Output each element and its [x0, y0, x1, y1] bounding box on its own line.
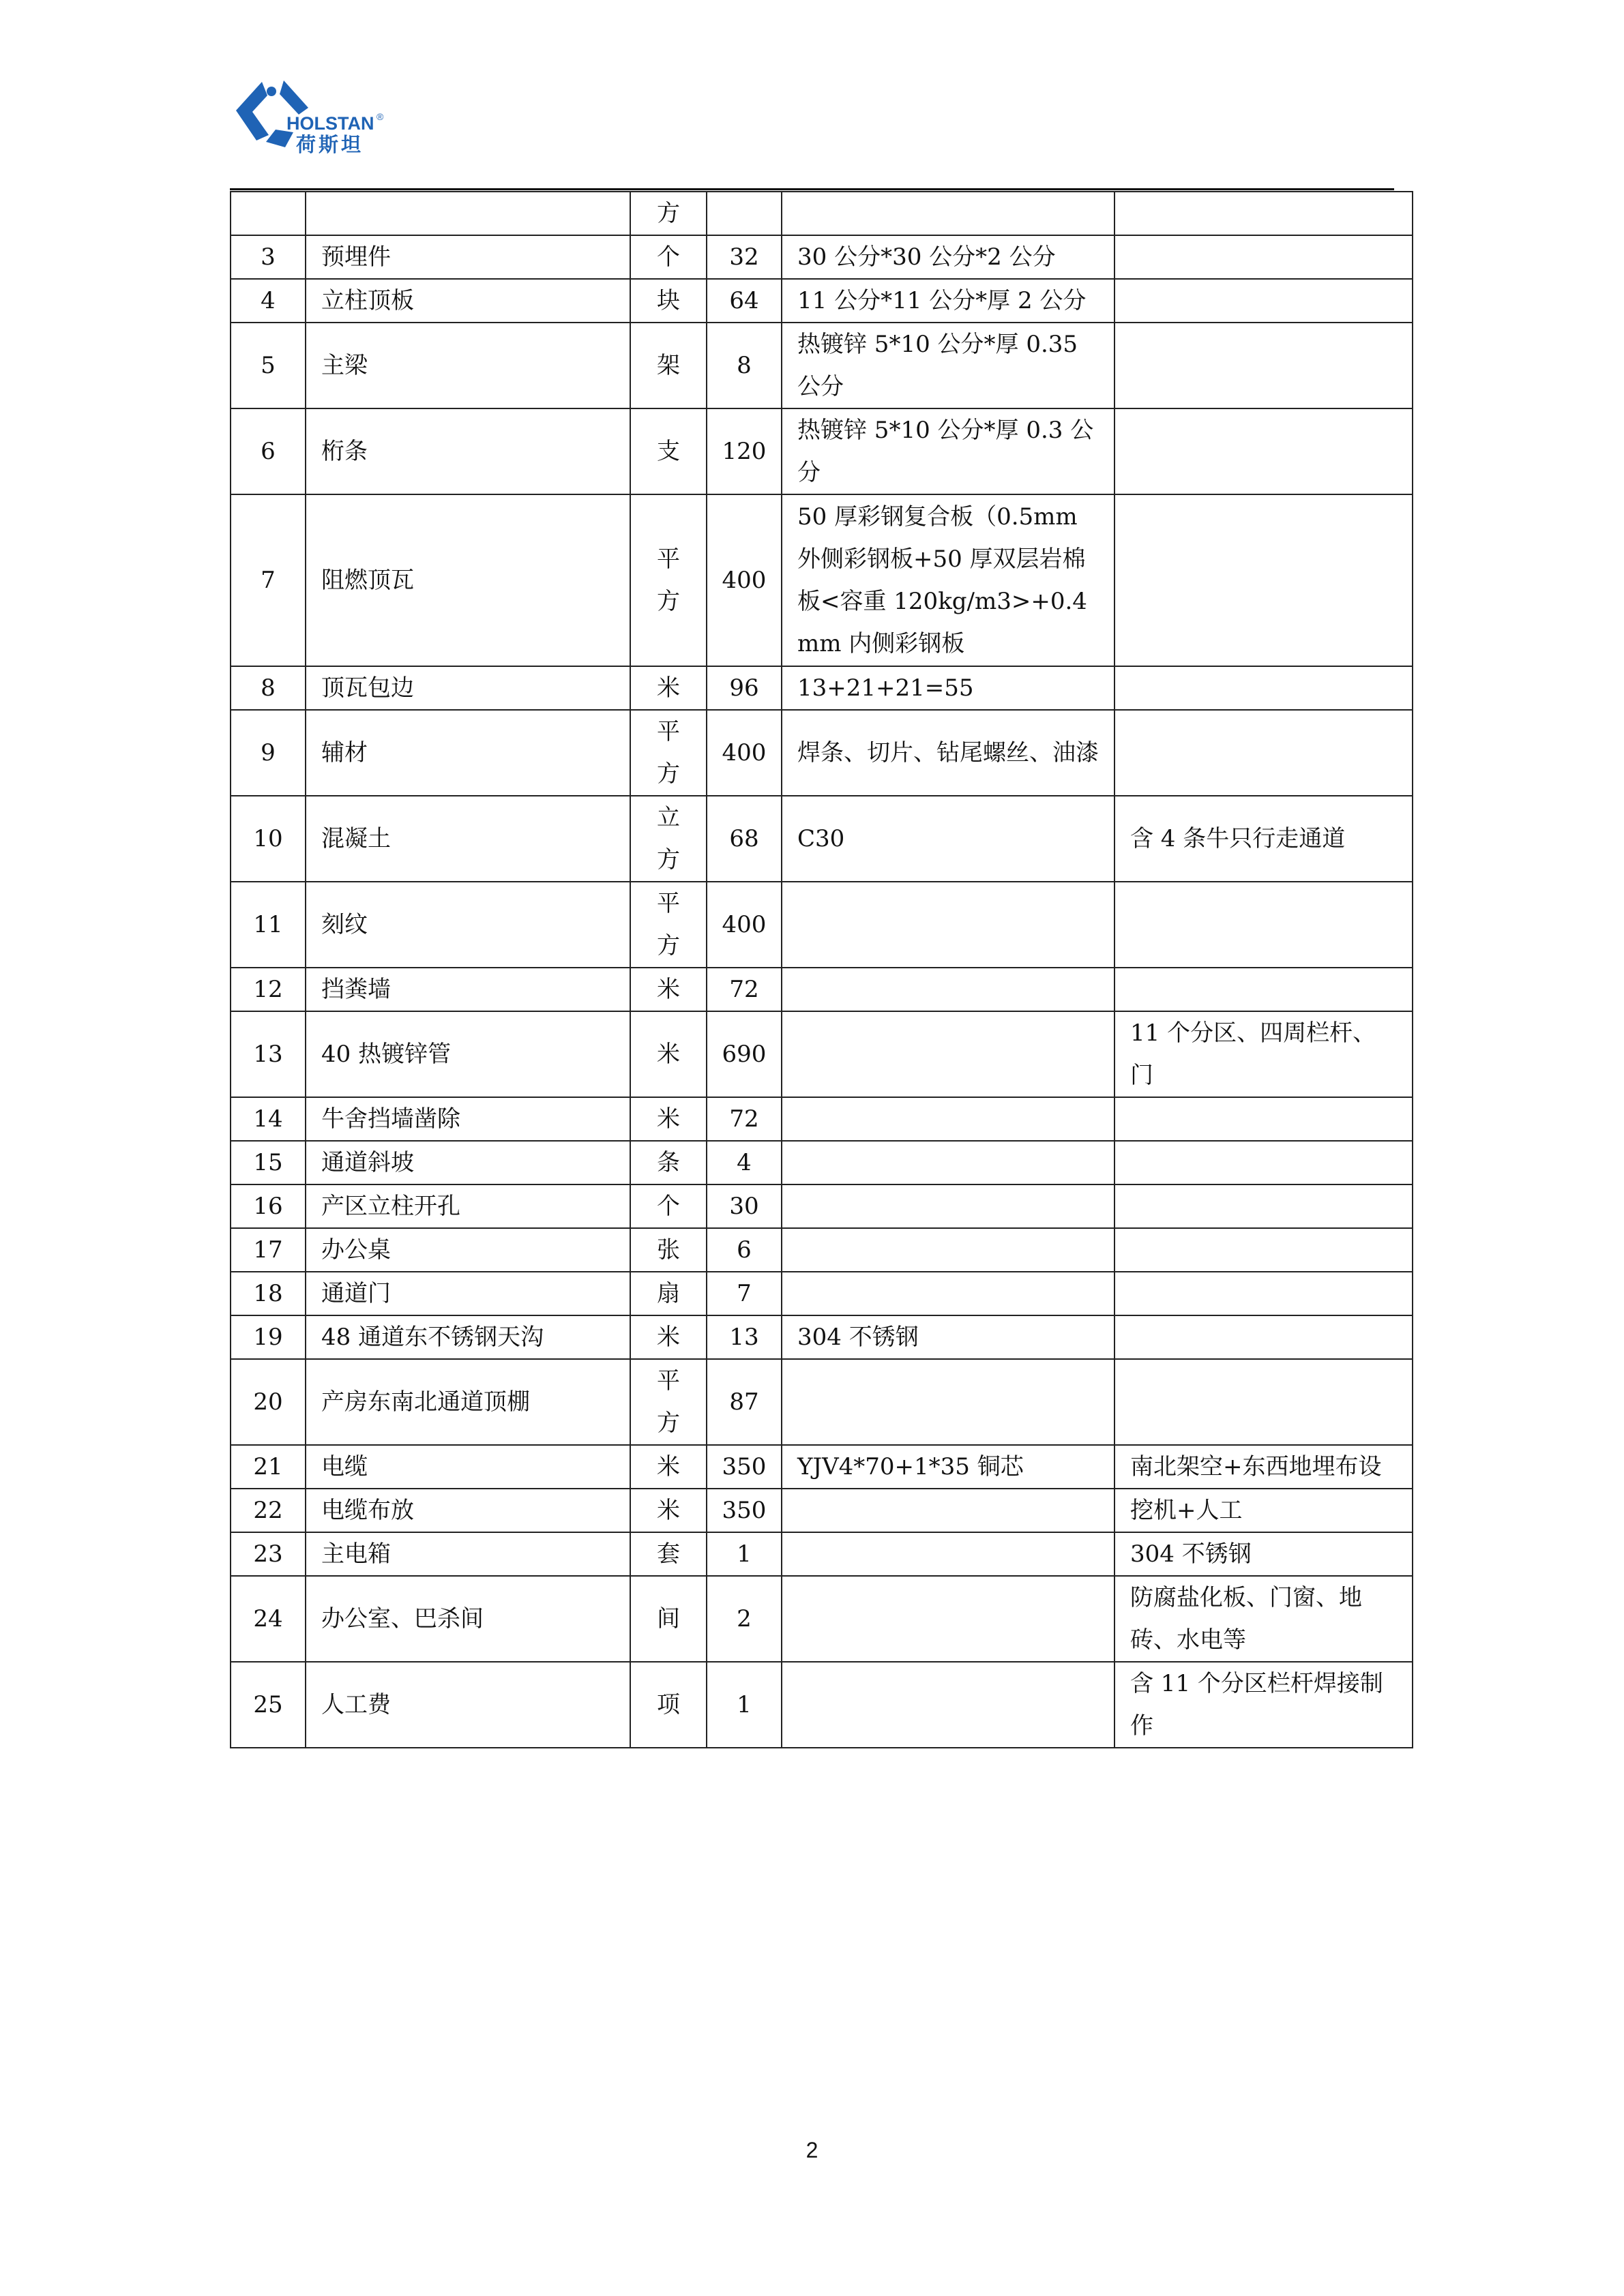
cell-note	[1114, 710, 1413, 796]
cell-name: 48 通道东不锈钢天沟	[306, 1315, 630, 1359]
table-row	[231, 192, 1413, 235]
cell-no: 5	[231, 323, 306, 408]
cell-no: 12	[231, 968, 306, 1011]
cell-note: 南北架空+东西地埋布设	[1114, 1445, 1413, 1489]
cell-note: 挖机+人工	[1114, 1489, 1413, 1532]
cell-no: 14	[231, 1097, 306, 1141]
cell-spec: 热镀锌 5*10 公分*厚 0.35 公分	[782, 323, 1114, 408]
cell-name: 顶瓦包边	[306, 666, 630, 710]
table-row	[231, 1141, 1413, 1184]
table-row	[231, 882, 1413, 968]
cell-spec	[782, 1576, 1114, 1662]
cell-note	[1114, 1184, 1413, 1228]
cell-quantity: 72	[707, 1097, 782, 1141]
cell-name: 办公桌	[306, 1228, 630, 1272]
cell-spec	[782, 192, 1114, 235]
cell-unit: 米	[630, 968, 707, 1011]
cell-quantity: 30	[707, 1184, 782, 1228]
cell-note	[1114, 235, 1413, 279]
cell-spec	[782, 1097, 1114, 1141]
unit-char: 平	[657, 718, 680, 745]
cell-spec	[782, 1141, 1114, 1184]
cell-spec: 13+21+21=55	[782, 666, 1114, 710]
unit-char: 立	[657, 804, 680, 831]
cell-unit	[630, 796, 707, 882]
holstan-logo-icon	[232, 74, 389, 162]
cell-name: 办公室、巴杀间	[306, 1576, 630, 1662]
cell-quantity: 120	[707, 408, 782, 494]
cell-no: 16	[231, 1184, 306, 1228]
cell-quantity	[707, 192, 782, 235]
cell-unit: 条	[630, 1141, 707, 1184]
unit-char: 方	[657, 1410, 680, 1437]
cell-spec: 焊条、切片、钻尾螺丝、油漆	[782, 710, 1114, 796]
cell-no: 25	[231, 1662, 306, 1748]
cell-note: 防腐盐化板、门窗、地砖、水电等	[1114, 1576, 1413, 1662]
cell-quantity: 4	[707, 1141, 782, 1184]
cell-spec: 304 不锈钢	[782, 1315, 1114, 1359]
cell-name: 通道斜坡	[306, 1141, 630, 1184]
cell-name: 挡粪墙	[306, 968, 630, 1011]
cell-no: 10	[231, 796, 306, 882]
cell-spec: 50 厚彩钢复合板（0.5mm 外侧彩钢板+50 厚双层岩棉板<容重 120kg/m3>+0.4mm 内侧彩钢板	[782, 494, 1114, 666]
page-number: 2	[806, 2138, 818, 2162]
cell-name	[306, 192, 630, 235]
cell-quantity: 350	[707, 1445, 782, 1489]
cell-unit: 米	[630, 1445, 707, 1489]
cell-spec	[782, 1011, 1114, 1097]
cell-name: 电缆	[306, 1445, 630, 1489]
table-row	[231, 494, 1413, 666]
table-row	[231, 1576, 1413, 1662]
cell-quantity: 7	[707, 1272, 782, 1315]
cell-spec	[782, 1272, 1114, 1315]
table-row	[231, 666, 1413, 710]
table-row	[231, 1662, 1413, 1748]
cell-unit: 块	[630, 279, 707, 323]
cell-name: 产区立柱开孔	[306, 1184, 630, 1228]
cell-quantity: 6	[707, 1228, 782, 1272]
unit-char: 平	[657, 1367, 680, 1395]
cell-quantity: 1	[707, 1532, 782, 1576]
cell-no: 4	[231, 279, 306, 323]
table-row	[231, 1272, 1413, 1315]
cell-quantity: 96	[707, 666, 782, 710]
cell-spec	[782, 968, 1114, 1011]
cell-no: 23	[231, 1532, 306, 1576]
cell-note	[1114, 968, 1413, 1011]
cell-no: 18	[231, 1272, 306, 1315]
cell-spec	[782, 882, 1114, 968]
cell-name: 立柱顶板	[306, 279, 630, 323]
cell-note	[1114, 882, 1413, 968]
cell-no: 17	[231, 1228, 306, 1272]
cell-no: 8	[231, 666, 306, 710]
cell-note	[1114, 1272, 1413, 1315]
cell-unit: 米	[630, 666, 707, 710]
cell-unit: 个	[630, 1184, 707, 1228]
cell-no: 11	[231, 882, 306, 968]
cell-unit	[630, 494, 707, 666]
cell-quantity: 87	[707, 1359, 782, 1445]
table-row	[231, 1489, 1413, 1532]
cell-name: 主电箱	[306, 1532, 630, 1576]
cell-unit: 方	[630, 192, 707, 235]
cell-quantity: 64	[707, 279, 782, 323]
unit-char: 方	[657, 760, 680, 788]
cell-quantity: 1	[707, 1662, 782, 1748]
table-row	[231, 1097, 1413, 1141]
cell-quantity: 2	[707, 1576, 782, 1662]
header-divider	[230, 188, 1394, 190]
cell-name: 预埋件	[306, 235, 630, 279]
cell-spec: YJV4*70+1*35 铜芯	[782, 1445, 1114, 1489]
cell-note	[1114, 1359, 1413, 1445]
cell-no: 20	[231, 1359, 306, 1445]
cell-note: 11 个分区、四周栏杆、门	[1114, 1011, 1413, 1097]
cell-quantity: 690	[707, 1011, 782, 1097]
cell-unit	[630, 882, 707, 968]
table-row	[231, 1445, 1413, 1489]
table-row	[231, 710, 1413, 796]
cell-spec: 热镀锌 5*10 公分*厚 0.3 公分	[782, 408, 1114, 494]
cell-spec	[782, 1184, 1114, 1228]
table-row	[231, 1228, 1413, 1272]
table-row	[231, 796, 1413, 882]
cell-spec: 30 公分*30 公分*2 公分	[782, 235, 1114, 279]
unit-char: 平	[657, 546, 680, 573]
unit-char: 方	[657, 588, 680, 615]
cell-name: 人工费	[306, 1662, 630, 1748]
cell-no: 21	[231, 1445, 306, 1489]
cell-spec	[782, 1662, 1114, 1748]
cell-unit: 套	[630, 1532, 707, 1576]
cell-name: 主梁	[306, 323, 630, 408]
cell-no	[231, 192, 306, 235]
cell-name: 阻燃顶瓦	[306, 494, 630, 666]
cell-note	[1114, 279, 1413, 323]
cell-note	[1114, 323, 1413, 408]
cell-quantity: 400	[707, 710, 782, 796]
cell-quantity: 72	[707, 968, 782, 1011]
cell-note: 含 11 个分区栏杆焊接制作	[1114, 1662, 1413, 1748]
unit-char: 平	[657, 890, 680, 917]
table-row	[231, 279, 1413, 323]
cell-no: 7	[231, 494, 306, 666]
cell-no: 6	[231, 408, 306, 494]
cell-note	[1114, 1228, 1413, 1272]
cell-unit: 米	[630, 1489, 707, 1532]
cell-name: 牛舍挡墙凿除	[306, 1097, 630, 1141]
cell-quantity: 350	[707, 1489, 782, 1532]
cell-name: 产房东南北通道顶棚	[306, 1359, 630, 1445]
materials-table-body	[231, 192, 1413, 1748]
table-row	[231, 1532, 1413, 1576]
logo-text-cn: 荷斯坦	[296, 133, 364, 156]
table-row	[231, 323, 1413, 408]
cell-note	[1114, 1315, 1413, 1359]
cell-unit: 架	[630, 323, 707, 408]
cell-spec	[782, 1532, 1114, 1576]
cell-no: 13	[231, 1011, 306, 1097]
table-row	[231, 1359, 1413, 1445]
cell-note	[1114, 666, 1413, 710]
cell-unit: 个	[630, 235, 707, 279]
cell-unit: 支	[630, 408, 707, 494]
cell-name: 刻纹	[306, 882, 630, 968]
cell-no: 19	[231, 1315, 306, 1359]
cell-spec	[782, 1359, 1114, 1445]
table-row	[231, 1011, 1413, 1097]
cell-name: 混凝土	[306, 796, 630, 882]
cell-quantity: 400	[707, 882, 782, 968]
cell-unit: 米	[630, 1011, 707, 1097]
materials-table	[230, 191, 1413, 1748]
cell-name: 电缆布放	[306, 1489, 630, 1532]
cell-note	[1114, 408, 1413, 494]
unit-char: 方	[657, 846, 680, 874]
cell-spec: C30	[782, 796, 1114, 882]
cell-quantity: 400	[707, 494, 782, 666]
cell-unit: 间	[630, 1576, 707, 1662]
cell-quantity: 13	[707, 1315, 782, 1359]
cell-note	[1114, 192, 1413, 235]
cell-no: 15	[231, 1141, 306, 1184]
cell-spec	[782, 1489, 1114, 1532]
cell-no: 22	[231, 1489, 306, 1532]
cell-note	[1114, 494, 1413, 666]
cell-unit	[630, 1359, 707, 1445]
cell-unit: 米	[630, 1315, 707, 1359]
unit-char: 方	[657, 932, 680, 959]
cell-no: 24	[231, 1576, 306, 1662]
table-row	[231, 968, 1413, 1011]
cell-name: 40 热镀锌管	[306, 1011, 630, 1097]
cell-note	[1114, 1141, 1413, 1184]
cell-spec	[782, 1228, 1114, 1272]
cell-unit: 米	[630, 1097, 707, 1141]
company-logo	[232, 74, 389, 162]
table-row	[231, 1315, 1413, 1359]
cell-quantity: 8	[707, 323, 782, 408]
cell-spec: 11 公分*11 公分*厚 2 公分	[782, 279, 1114, 323]
logo-registered-mark: ®	[377, 111, 384, 122]
cell-no: 9	[231, 710, 306, 796]
table-row	[231, 235, 1413, 279]
cell-name: 辅材	[306, 710, 630, 796]
cell-note: 304 不锈钢	[1114, 1532, 1413, 1576]
cell-unit: 扇	[630, 1272, 707, 1315]
cell-name: 通道门	[306, 1272, 630, 1315]
cell-unit: 项	[630, 1662, 707, 1748]
cell-name: 桁条	[306, 408, 630, 494]
cell-note	[1114, 1097, 1413, 1141]
table-row	[231, 1184, 1413, 1228]
cell-unit: 张	[630, 1228, 707, 1272]
cell-no: 3	[231, 235, 306, 279]
cell-unit	[630, 710, 707, 796]
cell-quantity: 32	[707, 235, 782, 279]
table-row	[231, 408, 1413, 494]
cell-quantity: 68	[707, 796, 782, 882]
logo-text-en: HOLSTAN	[286, 113, 374, 134]
cell-note: 含 4 条牛只行走通道	[1114, 796, 1413, 882]
